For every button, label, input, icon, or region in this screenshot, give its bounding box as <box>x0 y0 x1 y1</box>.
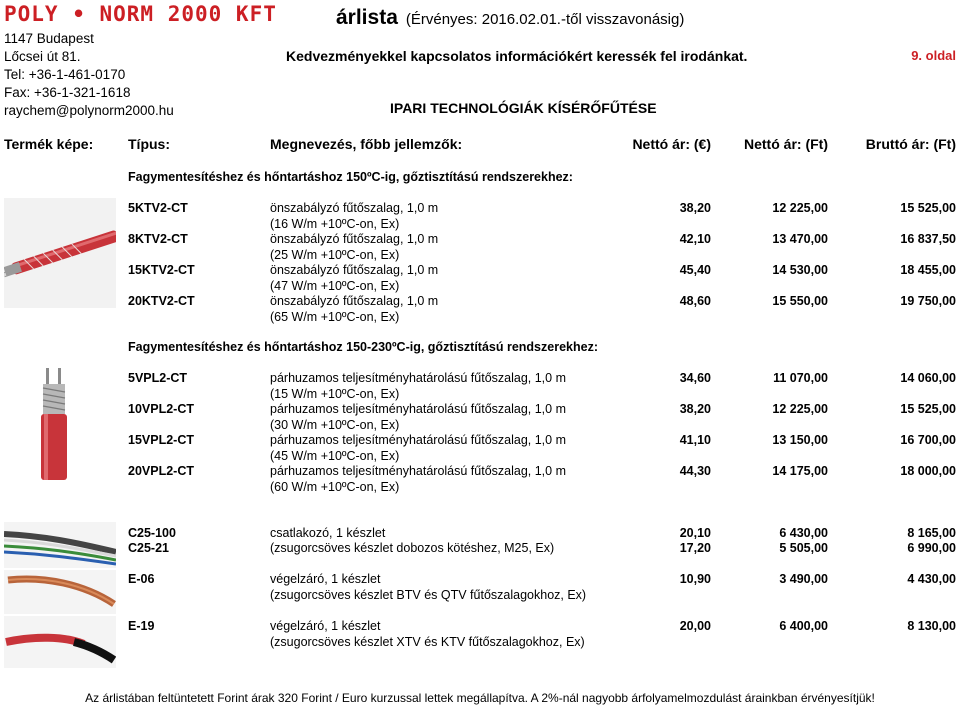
address-line-2: Lőcsei út 81. <box>4 49 81 64</box>
price-gross-huf: 18 455,00 <box>900 263 956 277</box>
price-net-huf: 3 490,00 <box>779 572 828 586</box>
end-seal-e06-image <box>4 570 116 614</box>
price-net-eur: 48,60 <box>679 294 711 308</box>
description-line: párhuzamos teljesítményhatárolású fűtőszalag, 1,0 m <box>270 371 566 385</box>
price-net-eur: 41,10 <box>679 433 711 447</box>
price-net-eur: 10,90 <box>679 572 711 586</box>
connector-kit-image <box>4 522 116 568</box>
product-code: 15KTV2-CT <box>128 263 195 277</box>
group-title-vpl: Fagymentesítéshez és hőntartáshoz 150-230ºC-ig, gőztisztítású rendszerekhez: <box>128 340 598 354</box>
section-title: IPARI TECHNOLÓGIÁK KÍSÉRŐFŰTÉSE <box>390 100 657 116</box>
page-number: 9. oldal <box>911 48 956 63</box>
price-gross-huf: 6 990,00 <box>907 541 956 555</box>
price-gross-huf: 16 700,00 <box>900 433 956 447</box>
description-detail: (16 W/m +10ºC-on, Ex) <box>270 216 400 231</box>
col-image: Termék képe: <box>4 136 94 152</box>
description-line: párhuzamos teljesítményhatárolású fűtőszalag, 1,0 m <box>270 464 566 478</box>
price-net-eur: 34,60 <box>679 371 711 385</box>
price-net-huf: 12 225,00 <box>772 201 828 215</box>
product-code: C25-100 <box>128 526 176 540</box>
description-detail: (30 W/m +10ºC-on, Ex) <box>270 417 400 432</box>
product-description <box>270 402 566 433</box>
description-line: (zsugorcsöves készlet dobozos kötéshez, M25, Ex) <box>270 541 555 555</box>
product-description <box>270 464 566 495</box>
product-description <box>270 294 438 325</box>
price-gross-huf: 16 837,50 <box>900 232 956 246</box>
phone-line: Tel: +36-1-461-0170 <box>4 67 126 82</box>
price-net-huf: 13 470,00 <box>772 232 828 246</box>
price-gross-huf: 8 130,00 <box>907 619 956 633</box>
col-net-huf: Nettó ár: (Ft) <box>744 136 828 152</box>
price-net-eur: 38,20 <box>679 402 711 416</box>
price-net-huf: 11 070,00 <box>773 371 828 385</box>
price-net-huf: 13 150,00 <box>772 433 828 447</box>
product-description <box>270 263 438 294</box>
price-gross-huf: 8 165,00 <box>907 526 956 540</box>
product-code: 5VPL2-CT <box>128 371 188 385</box>
description-detail: (45 W/m +10ºC-on, Ex) <box>270 448 400 463</box>
product-description <box>270 619 585 650</box>
price-net-eur: 20,10 <box>679 526 711 540</box>
col-name: Megnevezés, főbb jellemzők: <box>270 136 463 152</box>
vpl-cable-image <box>38 368 72 480</box>
product-description <box>270 526 385 542</box>
col-type: Típus: <box>128 136 170 152</box>
price-net-eur: 38,20 <box>679 201 711 215</box>
price-net-huf: 15 550,00 <box>772 294 828 308</box>
email-link[interactable]: raychem@polynorm2000.hu <box>4 103 174 118</box>
description-line: önszabályzó fűtőszalag, 1,0 m <box>270 294 439 308</box>
address-line-1: 1147 Budapest <box>4 31 94 46</box>
title-text: árlista <box>336 6 398 29</box>
price-net-huf: 12 225,00 <box>772 402 828 416</box>
description-detail: (60 W/m +10ºC-on, Ex) <box>270 479 400 494</box>
price-gross-huf: 4 430,00 <box>907 572 956 586</box>
price-gross-huf: 19 750,00 <box>900 294 956 308</box>
price-net-huf: 6 400,00 <box>779 619 828 633</box>
end-seal-e19-image <box>4 616 116 668</box>
price-net-eur: 44,30 <box>679 464 711 478</box>
description-line: csatlakozó, 1 készlet <box>270 526 386 540</box>
product-code: 20VPL2-CT <box>128 464 194 478</box>
company-logo: POLY • NORM 2000 KFT <box>4 2 277 26</box>
product-code: E-06 <box>128 572 155 586</box>
fax-line: Fax: +36-1-321-1618 <box>4 85 131 100</box>
product-description <box>270 232 438 263</box>
validity-text: (Érvényes: 2016.02.01.-től visszavonásig) <box>405 11 685 28</box>
description-line: végelzáró, 1 készlet <box>270 572 381 586</box>
price-gross-huf: 18 000,00 <box>900 464 956 478</box>
group-title-ktv: Fagymentesítéshez és hőntartáshoz 150ºC-ig, gőztisztítású rendszerekhez: <box>128 170 573 184</box>
product-description <box>270 201 438 232</box>
price-net-huf: 14 530,00 <box>772 263 828 277</box>
exchange-rate-footer: Az árlistában feltüntetett Forint árak 320 Forint / Euro kurzussal lettek megállapítva. A 2%-nál nagyobb árfolyamelmozdulást árainkban érvényesítjük! <box>85 691 875 705</box>
discount-notice: Kedvezményekkel kapcsolatos információkért keressék fel irodánkat. <box>286 48 748 64</box>
description-detail: (zsugorcsöves készlet BTV és QTV fűtőszalagokhoz, Ex) <box>270 587 587 602</box>
description-detail: (15 W/m +10ºC-on, Ex) <box>270 386 400 401</box>
description-line: végelzáró, 1 készlet <box>270 619 381 633</box>
price-net-huf: 5 505,00 <box>779 541 828 555</box>
col-gross-huf: Bruttó ár: (Ft) <box>865 136 956 152</box>
description-line: párhuzamos teljesítményhatárolású fűtőszalag, 1,0 m <box>270 402 566 416</box>
price-list-title <box>336 6 684 30</box>
price-gross-huf: 15 525,00 <box>900 402 956 416</box>
product-code: 20KTV2-CT <box>128 294 195 308</box>
description-line: önszabályzó fűtőszalag, 1,0 m <box>270 263 439 277</box>
product-code: 15VPL2-CT <box>128 433 194 447</box>
product-code: 10VPL2-CT <box>128 402 194 416</box>
product-code: 5KTV2-CT <box>128 201 188 215</box>
price-net-huf: 6 430,00 <box>779 526 828 540</box>
col-net-eur: Nettó ár: (€) <box>632 136 711 152</box>
product-description <box>270 433 566 464</box>
price-gross-huf: 15 525,00 <box>900 201 956 215</box>
price-net-huf: 14 175,00 <box>772 464 828 478</box>
description-line: önszabályzó fűtőszalag, 1,0 m <box>270 201 439 215</box>
product-code: C25-21 <box>128 541 169 555</box>
price-gross-huf: 14 060,00 <box>900 371 956 385</box>
product-description <box>270 371 566 402</box>
price-net-eur: 45,40 <box>679 263 711 277</box>
description-detail: (47 W/m +10ºC-on, Ex) <box>270 278 400 293</box>
price-net-eur: 42,10 <box>679 232 711 246</box>
description-line: önszabályzó fűtőszalag, 1,0 m <box>270 232 439 246</box>
product-code: E-19 <box>128 619 155 633</box>
product-code: 8KTV2-CT <box>128 232 188 246</box>
description-detail: (zsugorcsöves készlet XTV és KTV fűtőszalagokhoz, Ex) <box>270 634 585 649</box>
price-net-eur: 17,20 <box>679 541 711 555</box>
description-detail: (25 W/m +10ºC-on, Ex) <box>270 247 400 262</box>
price-net-eur: 20,00 <box>679 619 711 633</box>
description-line: párhuzamos teljesítményhatárolású fűtőszalag, 1,0 m <box>270 433 566 447</box>
ktv-cable-image <box>4 198 116 308</box>
product-description <box>270 572 586 603</box>
description-detail: (65 W/m +10ºC-on, Ex) <box>270 309 400 324</box>
product-description <box>270 541 554 557</box>
